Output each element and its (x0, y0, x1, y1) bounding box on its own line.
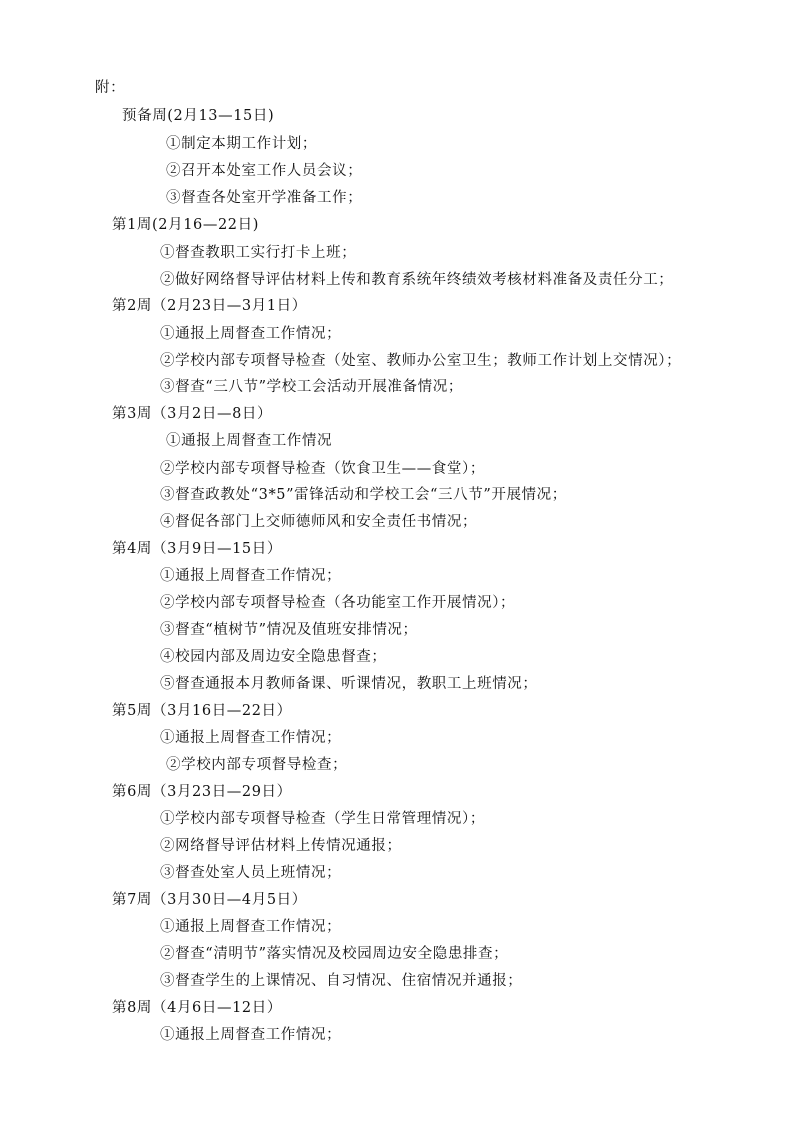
attachment-heading: 附： (95, 80, 126, 96)
week-4-item: ⑤督查通报本月教师备课、听课情况，教职工上班情况； (160, 676, 538, 692)
week-3-item: ③督查政教处“3*5”雷锋活动和学校工会“三八节”开展情况； (160, 487, 567, 503)
week-6-item: ①学校内部专项督导检查（学生日常管理情况）； (160, 811, 485, 827)
week-1-title: 第1周(2月16—22日) (112, 217, 259, 233)
week-6-item: ③督查处室人员上班情况； (160, 865, 342, 881)
week-4-item: ④校园内部及周边安全隐患督查； (160, 649, 387, 665)
preparation-item: ③督查各处室开学准备工作； (166, 190, 363, 206)
week-7-item: ③督查学生的上课情况、自习情况、住宿情况并通报； (160, 973, 523, 989)
week-3-item: ④督促各部门上交师德师风和安全责任书情况； (160, 514, 478, 530)
week-4-item: ③督查“植树节”情况及值班安排情况； (160, 622, 418, 638)
week-5-item: ②学校内部专项督导检查； (166, 757, 348, 773)
preparation-week-title: 预备周(2月13—15日) (122, 108, 275, 124)
week-4-title: 第4周（3月9日—15日） (112, 541, 282, 557)
week-8-title: 第8周（4月6日—12日） (112, 1000, 282, 1016)
week-8-item: ①通报上周督查工作情况； (160, 1027, 342, 1043)
week-2-title: 第2周（2月23日—3月1日） (112, 298, 307, 314)
week-7-item: ①通报上周督查工作情况； (160, 919, 342, 935)
week-5-title: 第5周（3月16日—22日） (112, 703, 292, 719)
week-3-item: ②学校内部专项督导检查（饮食卫生——食堂）； (160, 461, 485, 477)
week-6-title: 第6周（3月23日—29日） (112, 784, 292, 800)
week-2-item: ①通报上周督查工作情况； (160, 326, 342, 342)
week-7-item: ②督查“清明节”落实情况及校园周边安全隐患排查； (160, 946, 509, 962)
week-3-title: 第3周（3月2日—8日） (112, 406, 273, 422)
week-1-item: ①督查教职工实行打卡上班； (160, 245, 357, 261)
week-2-item: ③督查“三八节”学校工会活动开展准备情况； (160, 379, 463, 395)
week-1-item: ②做好网络督导评估材料上传和教育系统年终绩效考核材料准备及责任分工； (160, 272, 674, 288)
week-3-item: ①通报上周督查工作情况 (166, 433, 333, 449)
week-4-item: ②学校内部专项督导检查（各功能室工作开展情况）； (160, 595, 516, 611)
week-5-item: ①通报上周督查工作情况； (160, 730, 342, 746)
week-6-item: ②网络督导评估材料上传情况通报； (160, 838, 402, 854)
week-4-item: ①通报上周督查工作情况； (160, 568, 342, 584)
week-7-title: 第7周（3月30日—4月5日） (112, 892, 307, 908)
preparation-item: ②召开本处室工作人员会议； (166, 163, 363, 179)
preparation-item: ①制定本期工作计划； (166, 136, 317, 152)
week-2-item: ②学校内部专项督导检查（处室、教师办公室卫生；教师工作计划上交情况）； (160, 353, 682, 369)
